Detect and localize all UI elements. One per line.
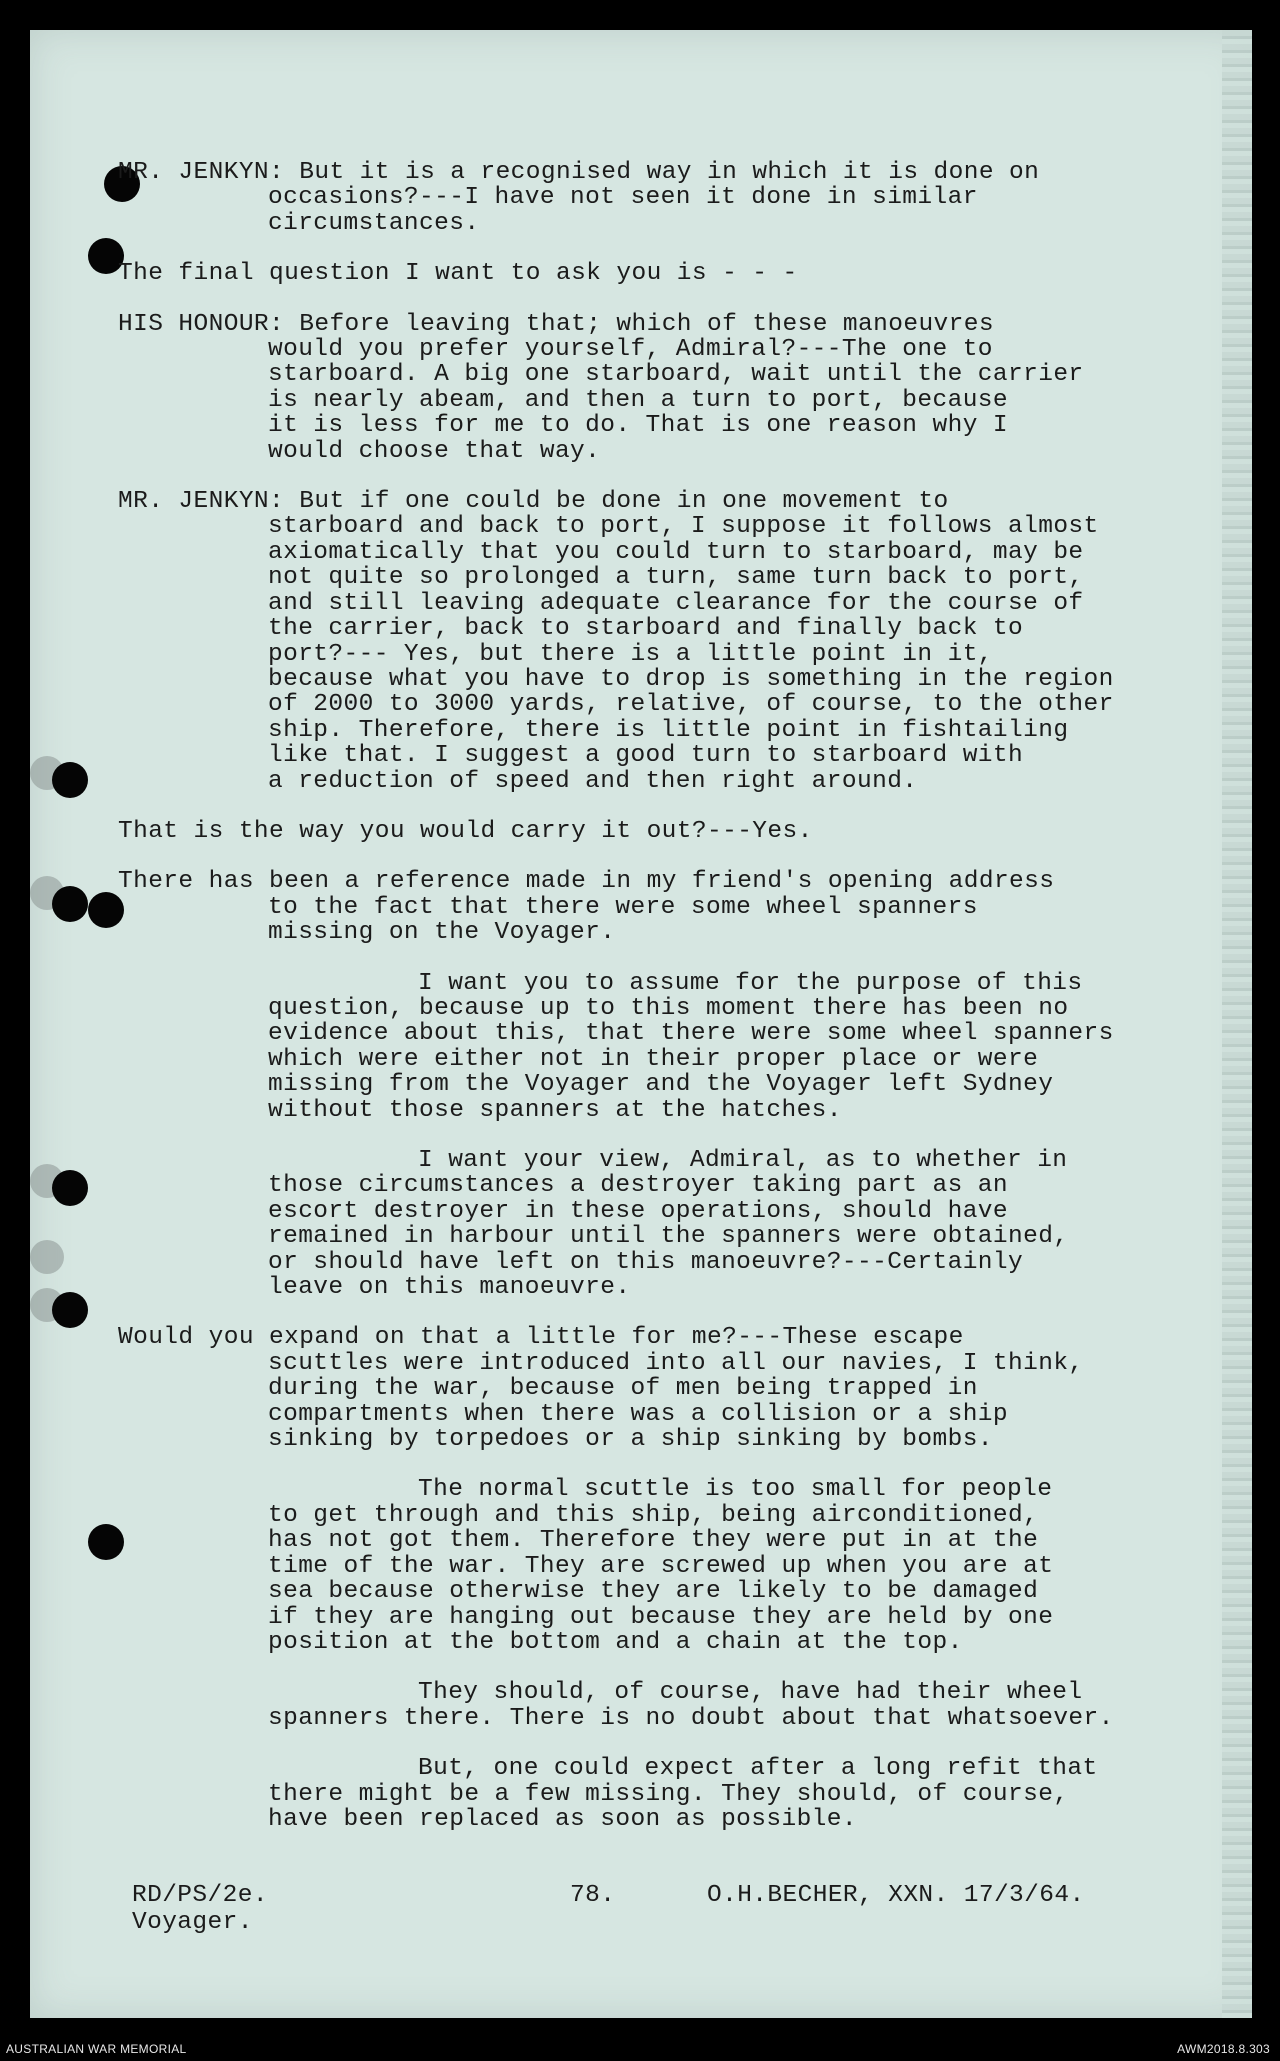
text-line: would choose that way. — [268, 437, 601, 465]
text-line: because what you have to drop is something in the region — [268, 665, 1114, 693]
text-line: But it is a recognised way in which it is done on — [299, 159, 1040, 186]
archive-caption: AUSTRALIAN WAR MEMORIAL — [6, 2042, 187, 2056]
text-line: during the war, because of men being trapped in — [268, 1375, 978, 1403]
text-line: question, because up to this moment there has been no — [268, 994, 1069, 1022]
text-line: is nearly abeam, and then a turn to port, because — [268, 386, 1009, 414]
exchange-jenkyn-1 — [118, 160, 1128, 236]
speaker-label: HIS HONOUR: — [118, 310, 285, 338]
text-line: a reduction of speed and then right around. — [268, 767, 918, 795]
text-line: circumstances. — [268, 209, 480, 237]
text-line: it is less for me to do. That is one reason why I — [268, 412, 1009, 440]
text-line: been a reference made in my friend's opening address — [269, 868, 1055, 896]
text-line: port?--- Yes, but there is a little point in it, — [268, 640, 993, 668]
text-line: the carrier, back to starboard and finally back to — [268, 615, 1024, 643]
text-line: Before leaving that; which of these manoeuvres — [299, 310, 994, 338]
text-line: have been replaced as soon as possible. — [268, 1805, 857, 1833]
text-line: would you prefer yourself, Admiral?---The one to — [268, 336, 993, 364]
text-line: those circumstances a destroyer taking part as an — [268, 1172, 1009, 1200]
text-line: like that. I suggest a good turn to starboard with — [268, 742, 1024, 770]
text-line: of 2000 to 3000 yards, relative, of course, to the other — [268, 691, 1114, 719]
question-line: That is the way you would carry it out?---Yes. — [118, 817, 813, 845]
punch-hole — [52, 762, 88, 798]
text-line: leave on this manoeuvre. — [268, 1274, 631, 1302]
text-line: I want you to assume for the purpose of this — [418, 969, 1083, 997]
exchange-spanners — [118, 869, 1128, 945]
text-line: has not got them. Therefore they were put in at the — [268, 1527, 1039, 1555]
text-line: missing from the Voyager and the Voyager left Sydney — [268, 1071, 1054, 1099]
text-line: I want your view, Admiral, as to whether in — [418, 1147, 1068, 1174]
exchange-expand — [118, 1325, 1128, 1452]
lead-words: There has — [118, 868, 254, 896]
text-line: But, one could expect after a long refit that — [418, 1755, 1098, 1783]
archive-id: AWM2018.8.303 — [1177, 2042, 1270, 2056]
text-line: there might be a few missing. They should, of course, — [268, 1780, 1069, 1808]
text-line: occasions?---I have not seen it done in similar — [268, 184, 978, 212]
text-line: But if one could be done in one movement to — [299, 488, 949, 516]
text-line: time of the war. They are screwed up when you are at — [268, 1552, 1054, 1580]
footer-ref: RD/PS/2e. — [132, 1882, 268, 1909]
paragraph — [118, 1756, 1128, 1832]
text-line: expand on that a little for me?---These escape — [269, 1324, 964, 1352]
punch-hole — [52, 886, 88, 922]
speaker-label: MR. JENKYN: — [118, 488, 285, 516]
lead-words: Would you — [118, 1324, 254, 1352]
text-line: spanners there. There is no doubt about that whatsoever. — [268, 1704, 1114, 1732]
text-line: to the fact that there were some wheel spanners — [268, 893, 978, 921]
page-edge — [1222, 30, 1252, 2018]
text-line: escort destroyer in these operations, should have — [268, 1197, 1009, 1225]
footer-witness: O.H.BECHER, XXN. 17/3/64. — [707, 1882, 1085, 1909]
punch-hole — [52, 1170, 88, 1206]
exchange-his-honour — [118, 312, 1128, 464]
text-line: ship. Therefore, there is little point in fishtailing — [268, 716, 1069, 744]
paragraph — [118, 1148, 1128, 1300]
text-line: They should, of course, have had their wheel — [418, 1679, 1083, 1707]
text-line: or should have left on this manoeuvre?---Certainly — [268, 1248, 1024, 1276]
paragraph — [118, 971, 1128, 1123]
text-line: axiomatically that you could turn to starboard, may be — [268, 538, 1084, 566]
page-number: 78. — [570, 1882, 616, 1909]
text-line: starboard. A big one starboard, wait until the carrier — [268, 361, 1084, 389]
text-line: sea because otherwise they are likely to be damaged — [268, 1578, 1039, 1606]
text-line: which were either not in their proper place or were — [268, 1045, 1039, 1073]
punch-hole — [52, 1292, 88, 1328]
footer-subject: Voyager. — [132, 1909, 253, 1936]
exchange-jenkyn-2 — [118, 489, 1128, 794]
text-line: evidence about this, that there were some wheel spanners — [268, 1020, 1114, 1048]
text-line: The normal scuttle is too small for people — [418, 1476, 1053, 1504]
punch-hole-shadow — [30, 1240, 64, 1274]
text-line: compartments when there was a collision or a ship — [268, 1400, 1009, 1428]
transcript-body — [118, 160, 1128, 1832]
text-line: to get through and this ship, being airconditioned, — [268, 1501, 1039, 1529]
text-line: if they are hanging out because they are held by one — [268, 1603, 1054, 1631]
text-line: position at the bottom and a chain at the top. — [268, 1628, 963, 1656]
text-line: remained in harbour until the spanners were obtained, — [268, 1223, 1069, 1251]
paragraph — [118, 1477, 1128, 1655]
text-line: without those spanners at the hatches. — [268, 1096, 842, 1124]
question-line: The final question I want to ask you is - - - — [118, 260, 798, 288]
text-line: sinking by torpedoes or a ship sinking by bombs. — [268, 1426, 993, 1454]
paragraph — [118, 1680, 1128, 1731]
text-line: and still leaving adequate clearance for the course of — [268, 589, 1084, 617]
text-line: missing on the Voyager. — [268, 919, 616, 947]
text-line: starboard and back to port, I suppose it follows almost — [268, 513, 1099, 541]
text-line: not quite so prolonged a turn, same turn back to port, — [268, 564, 1084, 592]
speaker-label: MR. JENKYN: — [118, 159, 285, 186]
text-line: scuttles were introduced into all our navies, I think, — [268, 1349, 1084, 1377]
